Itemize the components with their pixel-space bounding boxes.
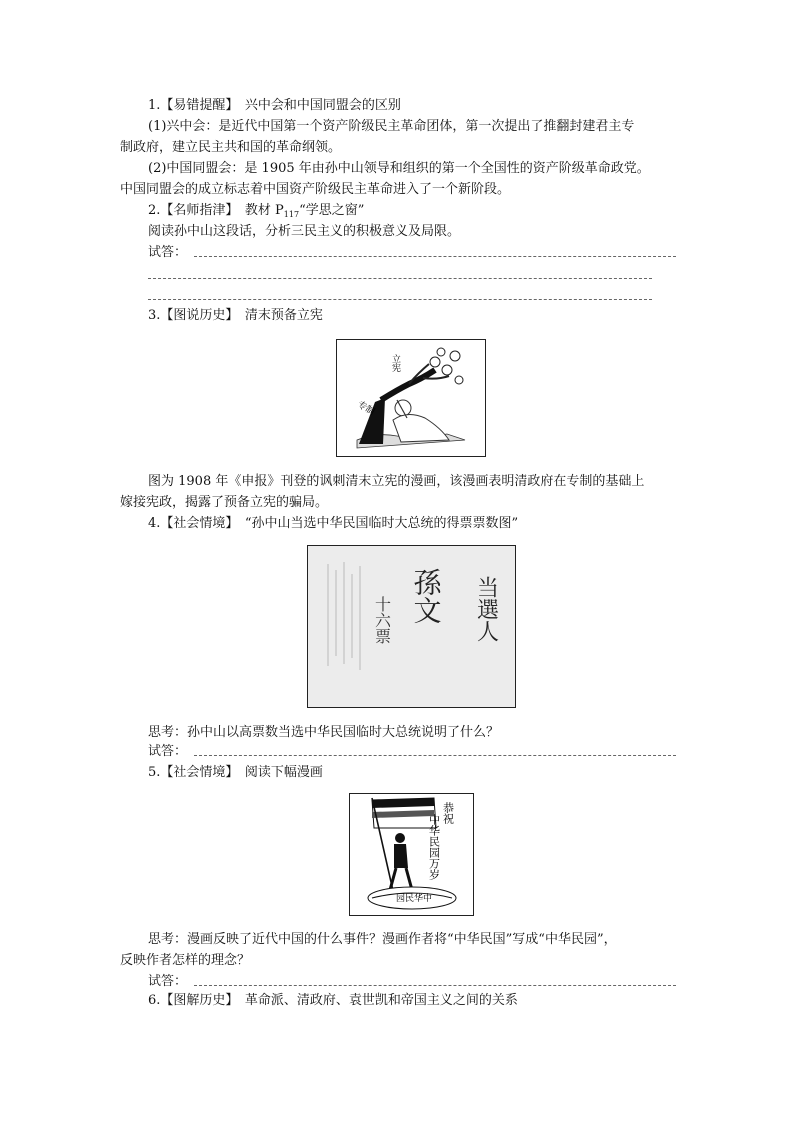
item3-caption-line2: 嫁接宪政，揭露了预备立宪的骗局。 — [120, 495, 329, 510]
constitution-cartoon-drawing — [337, 340, 485, 456]
item2-answer-label: 试答： — [148, 245, 188, 260]
item3-heading: 3.【图说历史】 清末预备立宪 — [148, 308, 323, 323]
item4-answer-label: 试答： — [148, 744, 188, 759]
item5-question-line1: 思考：漫画反映了近代中国的什么事件？漫画作者将“中华民国”写成“中华民园”， — [148, 932, 617, 947]
item2-prompt: 阅读孙中山这段话，分析三民主义的积极意义及局限。 — [148, 224, 461, 239]
item2-answer-line-3[interactable] — [148, 299, 652, 300]
item2-answer-line-2[interactable] — [148, 278, 652, 279]
republic-cartoon-drawing — [350, 794, 473, 915]
item5-question-line2: 反映作者怎样的理念？ — [120, 953, 251, 968]
item1-para1-line2: 制政府，建立民主共和国的革命纲领。 — [120, 140, 342, 155]
item1-para2-line1: (2)中国同盟会：是 1905 年由孙中山领导和组织的第一个全国性的资产阶级革命政党。 — [148, 161, 650, 176]
item5-answer-label: 试答： — [148, 974, 188, 989]
item2-answer-line[interactable] — [194, 256, 676, 257]
item4-heading: 4.【社会情境】 “孙中山当选中华民国临时大总统的得票票数图” — [148, 516, 519, 531]
ballot-photo — [307, 545, 516, 708]
cartoon-text-bottom: 专制 — [355, 399, 377, 418]
item1-para1-line1: (1)兴中会：是近代中国第一个资产阶级民主革命团体，第一次提出了推翻封建君主专 — [148, 119, 635, 134]
item2-heading-pre: 2.【名师指津】 教材 P — [148, 203, 284, 218]
ballot-photo-drawing — [308, 546, 515, 707]
item5-answer-row[interactable] — [148, 972, 676, 992]
constitution-cartoon — [336, 339, 486, 457]
item4-answer-row[interactable] — [148, 742, 676, 762]
cartoon-globe-text: 园民华中 — [396, 894, 433, 904]
item6-heading: 6.【图解历史】 革命派、清政府、袁世凯和帝国主义之间的关系 — [148, 993, 518, 1008]
item2-heading-sub: 117 — [283, 210, 300, 219]
item4-question: 思考：孙中山以高票数当选中华民国临时大总统说明了什么？ — [148, 725, 500, 740]
item5-heading: 5.【社会情境】 阅读下幅漫画 — [148, 765, 323, 780]
ballot-col3: 十六票 — [372, 596, 392, 644]
cartoon-banner-1: 恭祝 — [441, 802, 455, 824]
item2-heading-post: “学思之窗” — [299, 203, 365, 218]
ballot-col1: 当選人 — [473, 576, 499, 642]
item1-para2-line2: 中国同盟会的成立标志着中国资产阶级民主革命进入了一个新阶段。 — [120, 182, 511, 197]
item4-answer-line[interactable] — [194, 755, 676, 756]
cartoon-banner-2: 中华民园万岁 — [427, 814, 441, 880]
cartoon-text-top: 立宪 — [390, 354, 400, 372]
item5-answer-line[interactable] — [194, 985, 676, 986]
ballot-col2: 孫文 — [409, 568, 443, 624]
item2-answer-row[interactable] — [148, 243, 676, 263]
item1-heading: 1.【易错提醒】 兴中会和中国同盟会的区别 — [148, 98, 401, 113]
item3-caption-line1: 图为 1908 年《申报》刊登的讽刺清末立宪的漫画，该漫画表明清政府在专制的基础上 — [148, 474, 645, 489]
republic-cartoon — [349, 793, 474, 916]
